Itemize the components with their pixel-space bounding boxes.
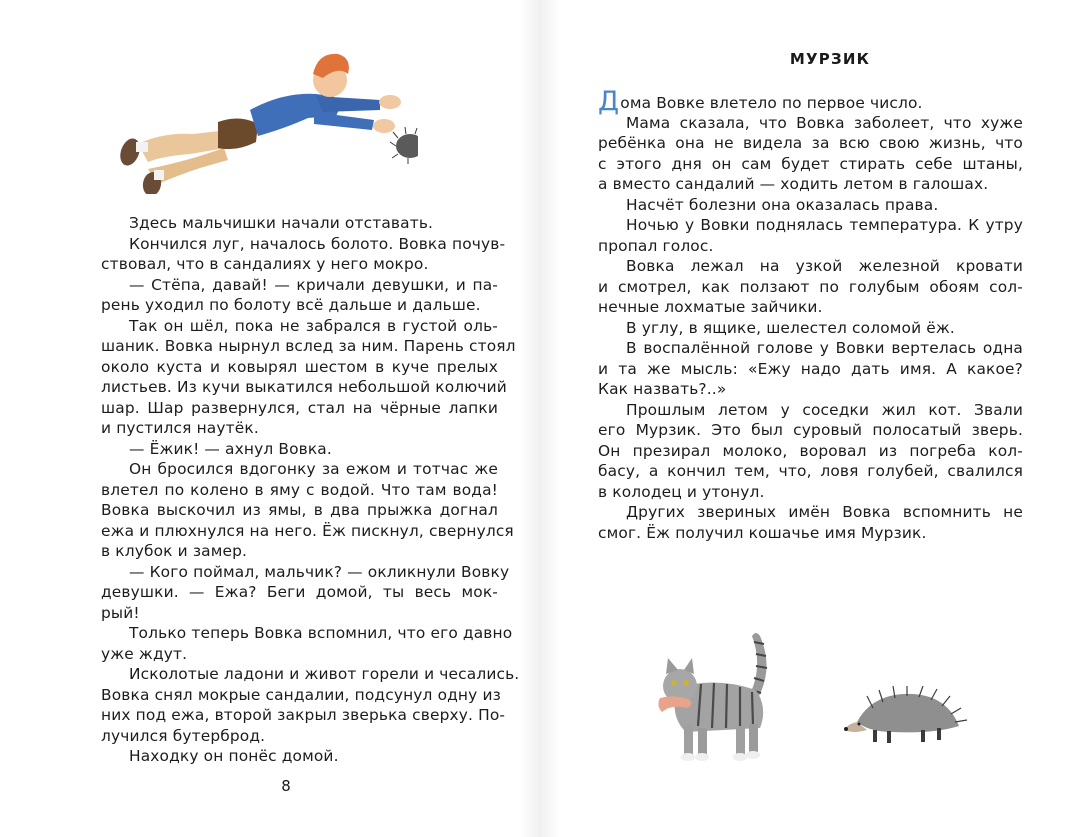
text-line: Так он шёл, пока не забрался в густой оль- [129,316,498,335]
text-line: и смотрел, как ползают по голубым обоям сол- [598,277,1023,296]
cat-with-sausage-illustration [656,628,786,763]
text-line: них под ежа, второй закрыл зверька сверху. По- [101,706,506,724]
text-line: и та же мысль: «Ежу надо дать имя. А какое? [598,359,1023,378]
text-line: шаник. Вовка нырнул вслед за ним. Парень стоял [101,337,516,355]
text-line: ежа и плюхнулся на него. Ёж пискнул, свернулся [101,521,514,540]
first-line-rest: ома Вовке влетело по первое число. [620,94,923,112]
text-line: девушки. — Ежа? Беги домой, ты весь мок- [101,583,498,601]
text-line: уже ждут. [101,644,188,663]
text-line: Он презирал молоко, воровал из погреба кол- [598,441,1023,460]
text-line: Здесь мальчишки начали отставать. [129,214,434,232]
text-line: и пустился наутёк. [101,419,259,437]
text-line: ребёнка она не видела за всю свою жизнь, что [598,134,1023,152]
text-line: нечные лохматые зайчики. [598,298,823,316]
text-line: лучился бутерброд. [101,726,266,745]
text-line: пропал голос. [598,236,714,255]
text-line: Находку он понёс домой. [129,747,339,765]
text-line: Мама сказала, что Вовка заболеет, что хуже [626,113,1023,132]
text-line: Вовка лежал на узкой железной кровати [626,257,1023,275]
text-line: с этого дня он сам будет стирать себе штаны, [598,154,1023,173]
left-page-text [101,213,520,767]
text-line: Ночью у Вовки поднялась температура. К утру [626,216,1023,234]
text-line: Вовка снял мокрые сандалии, подсунул одну из [101,685,501,704]
text-line: Кончился луг, началось болото. Вовка почув- [129,234,506,253]
first-text-line [598,86,1023,117]
text-line: — Кого поймал, мальчик? — окликнули Вовку [129,562,510,581]
text-line: ствовал, что в сандалиях у него мокро. [101,255,429,273]
text-line: листьев. Из кучи выкатился небольшой колючий [101,378,507,396]
text-line: в клубок и замер. [101,542,248,560]
page-number: 8 [281,777,291,795]
text-line: — Ёжик! — ахнул Вовка. [129,439,332,458]
text-line: В углу, в ящике, шелестел соломой ёж. [626,318,955,337]
chapter-title: МУРЗИК [789,50,871,68]
text-line: около куста и ковырял шестом в куче прелых [101,357,498,376]
text-line: влетел по колено в яму с водой. Что там вода! [101,480,498,499]
text-line: в колодец и утонул. [598,482,765,501]
text-line: Только теперь Вовка вспомнил, что его давно [129,624,513,642]
drop-cap: Д [598,86,620,117]
text-line: Вовка выскочил из ямы, в два прыжка догнал [101,501,498,519]
text-line: шар. Шар развернулся, стал на чёрные лапки [101,398,498,417]
text-line: его Мурзик. Это был суровый полосатый зверь. [598,421,1023,439]
text-line: Прошлым летом у соседки жил кот. Звали [626,400,1023,419]
text-line: рый! [101,603,140,622]
text-line: — Стёпа, давай! — кричали девушки, и па- [129,275,498,294]
boy-leaping-at-hedgehog-illustration [118,44,418,194]
text-line: а вместо сандалий — ходить летом в галошах. [598,175,989,193]
text-line: рень уходил по болоту всё дальше и дальше. [101,296,481,314]
text-line: Других звериных имён Вовка вспомнить не [626,503,1023,521]
text-line: смог. Ёж получил кошачье имя Мурзик. [598,523,927,542]
text-line: басу, а кончил тем, что, ловя голубей, свалился [598,462,1023,480]
text-line: Он бросился вдогонку за ежом и тотчас же [129,460,498,478]
text-line: В воспалённой голове у Вовки вертелась одна [626,339,1023,357]
text-line: Насчёт болезни она оказалась права. [626,195,939,214]
hedgehog-illustration [843,686,968,748]
right-page-text [598,86,1023,543]
text-line: Как назвать?..» [598,380,727,398]
text-line: Исколотые ладони и живот горели и чесались. [129,665,520,683]
